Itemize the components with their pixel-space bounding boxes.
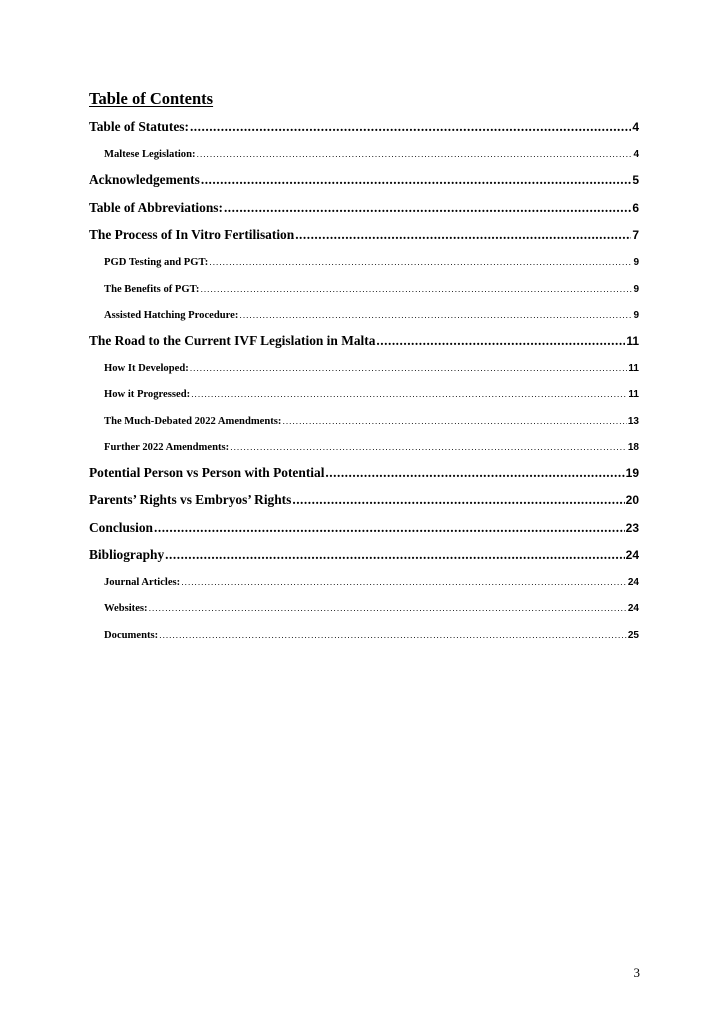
toc-entry-page: 20 <box>625 493 639 508</box>
toc-entry-label: Conclusion <box>89 519 153 535</box>
toc-leader-dots <box>282 411 626 431</box>
toc-leader-dots <box>165 545 624 565</box>
toc-title: Table of Contents <box>89 89 214 108</box>
toc-subentry[interactable] <box>89 625 639 651</box>
toc-leader-dots <box>154 518 625 538</box>
toc-entry-page: 18 <box>627 441 639 453</box>
toc-subentry[interactable] <box>89 384 639 410</box>
toc-subentry[interactable] <box>89 305 639 331</box>
toc-entry-label: Table of Abbreviations: <box>89 199 223 215</box>
toc-leader-dots <box>209 252 632 272</box>
toc-entry[interactable] <box>89 198 639 225</box>
toc-subentry[interactable] <box>89 252 639 278</box>
toc-entry-page: 11 <box>628 363 639 375</box>
toc-leader-dots <box>239 305 632 325</box>
toc-entry-page: 24 <box>625 547 639 562</box>
toc-leader-dots <box>224 198 631 218</box>
toc-leader-dots <box>149 598 627 618</box>
toc-entry-page: 6 <box>632 200 639 215</box>
toc-leader-dots <box>159 625 627 645</box>
toc-leader-dots <box>292 490 624 510</box>
toc-entry-page: 4 <box>633 149 639 161</box>
toc-leader-dots <box>230 437 627 457</box>
toc-entry-page: 4 <box>632 120 639 134</box>
toc-entry[interactable] <box>89 490 639 517</box>
toc-entry-page: 9 <box>633 283 639 295</box>
toc-entry-label: The Much-Debated 2022 Amendments: <box>104 415 282 427</box>
toc-entry[interactable] <box>89 170 639 197</box>
toc-entry-label: How it Progressed: <box>104 389 191 401</box>
toc-subentry[interactable] <box>89 437 639 463</box>
toc-leader-dots <box>201 170 631 190</box>
toc-subentry[interactable] <box>89 144 639 170</box>
toc-leader-dots <box>181 572 627 592</box>
toc-entry-label: Documents: <box>104 629 159 641</box>
toc-entry[interactable] <box>89 331 639 358</box>
toc-entry-label: The Road to the Current IVF Legislation in Malta <box>89 332 376 348</box>
toc-entry-label: Journal Articles: <box>104 577 181 589</box>
toc-leader-dots <box>376 331 625 351</box>
toc-entry-label: Table of Statutes: <box>89 119 189 134</box>
toc-entry-page: 11 <box>626 333 639 348</box>
toc-entry[interactable] <box>89 117 639 144</box>
toc-entry-page: 13 <box>627 415 639 427</box>
toc-entry[interactable] <box>89 545 639 572</box>
toc-entry-label: Bibliography <box>89 546 165 562</box>
toc-leader-dots <box>190 358 628 378</box>
toc-entry-label: Parents’ Rights vs Embryos’ Rights <box>89 492 292 508</box>
toc-entry-label: Acknowledgements <box>89 172 200 188</box>
toc-entry[interactable] <box>89 463 639 490</box>
toc-list <box>89 117 639 651</box>
toc-entry-label: Maltese Legislation: <box>104 149 196 161</box>
toc-entry-label: The Process of In Vitro Fertilisation <box>89 227 295 243</box>
toc-entry-page: 24 <box>627 577 639 589</box>
toc-entry-page: 19 <box>625 465 639 480</box>
toc-leader-dots <box>295 225 631 245</box>
toc-entry-page: 9 <box>633 309 639 321</box>
toc-entry-label: Websites: <box>104 603 148 615</box>
toc-entry-page: 23 <box>625 520 639 535</box>
toc-entry-page: 11 <box>628 389 639 401</box>
toc-leader-dots <box>325 463 624 483</box>
toc-entry-label: PGD Testing and PGT: <box>104 257 209 269</box>
toc-entry-page: 9 <box>633 257 639 269</box>
toc-entry-label: Assisted Hatching Procedure: <box>104 309 239 321</box>
toc-subentry[interactable] <box>89 598 639 624</box>
toc-entry-page: 24 <box>627 603 639 615</box>
toc-leader-dots <box>190 117 631 137</box>
toc-subentry[interactable] <box>89 411 639 437</box>
toc-subentry[interactable] <box>89 572 639 598</box>
toc-entry[interactable] <box>89 518 639 545</box>
toc-entry-page: 7 <box>632 228 639 243</box>
toc-entry[interactable] <box>89 225 639 252</box>
toc-leader-dots <box>197 144 633 164</box>
toc-entry-label: Further 2022 Amendments: <box>104 441 230 453</box>
toc-entry-label: The Benefits of PGT: <box>104 283 200 295</box>
toc-entry-page: 5 <box>632 173 639 188</box>
toc-entry-page: 25 <box>627 629 639 641</box>
toc-subentry[interactable] <box>89 358 639 384</box>
toc-entry-label: How It Developed: <box>104 363 189 375</box>
toc-subentry[interactable] <box>89 279 639 305</box>
toc-leader-dots <box>200 279 632 299</box>
toc-leader-dots <box>191 384 627 404</box>
page-number: 3 <box>633 965 640 980</box>
toc-entry-label: Potential Person vs Person with Potential <box>89 464 325 480</box>
